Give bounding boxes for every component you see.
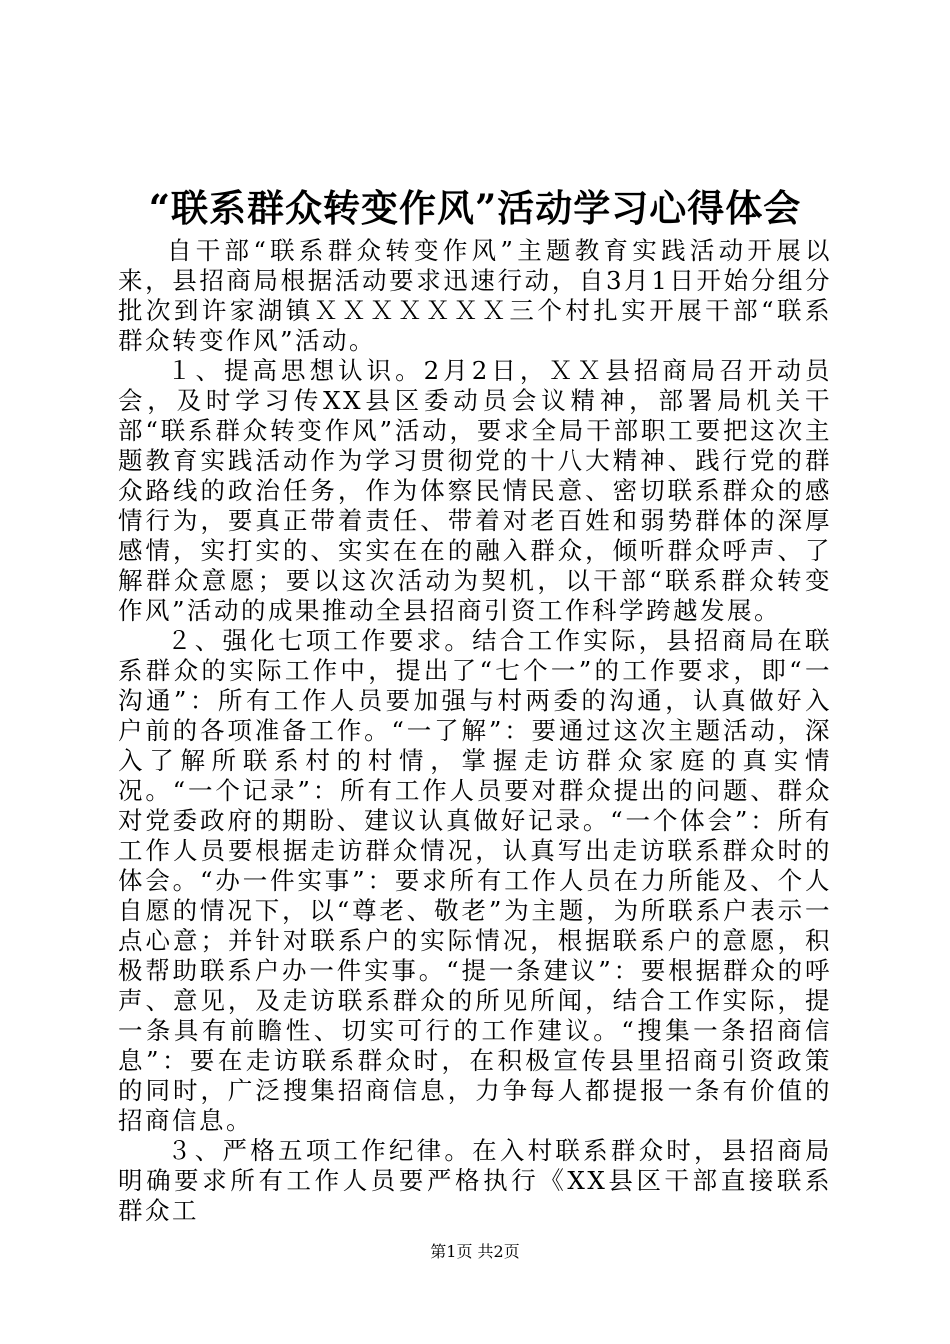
paragraph-point-2: ２、强化七项工作要求。结合工作实际，县招商局在联系群众的实际工作中，提出了“七个一”的工作要求，即“一沟通”：所有工作人员要加强与村两委的沟通，认真做好入户前的各项准备工作。“一了解”：要通过这次主题活动，深入了解所联系村的村情，掌握走访群众家庭的真实情况。“一个记录”：所有工作人员要对群众提出的问题、群众对党委政府的期盼、建议认真做好记录。“一个体会”：所有工作人员要根据走访群众情况，认真写出走访联系群众时的体会。“办一件实事”：要求所有工作人员在力所能及、个人自愿的情况下，以“尊老、敬老”为主题，为所联系户表示一点心意；并针对联系户的实际情况，根据联系户的意愿，积极帮助联系户办一件实事。“提一条建议”：要根据群众的呼声、意见，及走访联系群众的所见所闻，结合工作实际，提一条具有前瞻性、切实可行的工作建议。“搜集一条招商信息”：要在走访联系群众时，在积极宣传县里招商引资政策的同时，广泛搜集招商信息，力争每人都提报一条有价值的招商信息。 [118, 626, 832, 1135]
document-title: “联系群众转变作风”活动学习心得体会 [148, 186, 802, 230]
paragraph-point-1: １、提高思想认识。2月2日，ＸＸ县招商局召开动员会，及时学习传XX县区委动员会议精神，部署局机关干部“联系群众转变作风”活动，要求全局干部职工要把这次主题教育实践活动作为学习贯彻党的十八大精神、践行党的群众路线的政治任务，作为体察民情民意、密切联系群众的感情行为，要真正带着责任、带着对老百姓和弱势群体的深厚感情，实打实的、实实在在的融入群众，倾听群众呼声、了解群众意愿；要以这次活动为契机，以干部“联系群众转变作风”活动的成果推动全县招商引资工作科学跨越发展。 [118, 356, 832, 625]
paragraph-intro: 自干部“联系群众转变作风”主题教育实践活动开展以来，县招商局根据活动要求迅速行动，自3月1日开始分组分批次到许家湖镇ＸＸＸＸＸＸＸ三个村扎实开展干部“联系群众转变作风”活动。 [118, 236, 832, 355]
document-body [118, 236, 832, 1226]
paragraph-point-3: ３、严格五项工作纪律。在入村联系群众时，县招商局明确要求所有工作人员要严格执行《XX县区干部直接联系群众工 [118, 1136, 832, 1225]
page-number-footer: 第1页 共2页 [430, 1242, 520, 1261]
